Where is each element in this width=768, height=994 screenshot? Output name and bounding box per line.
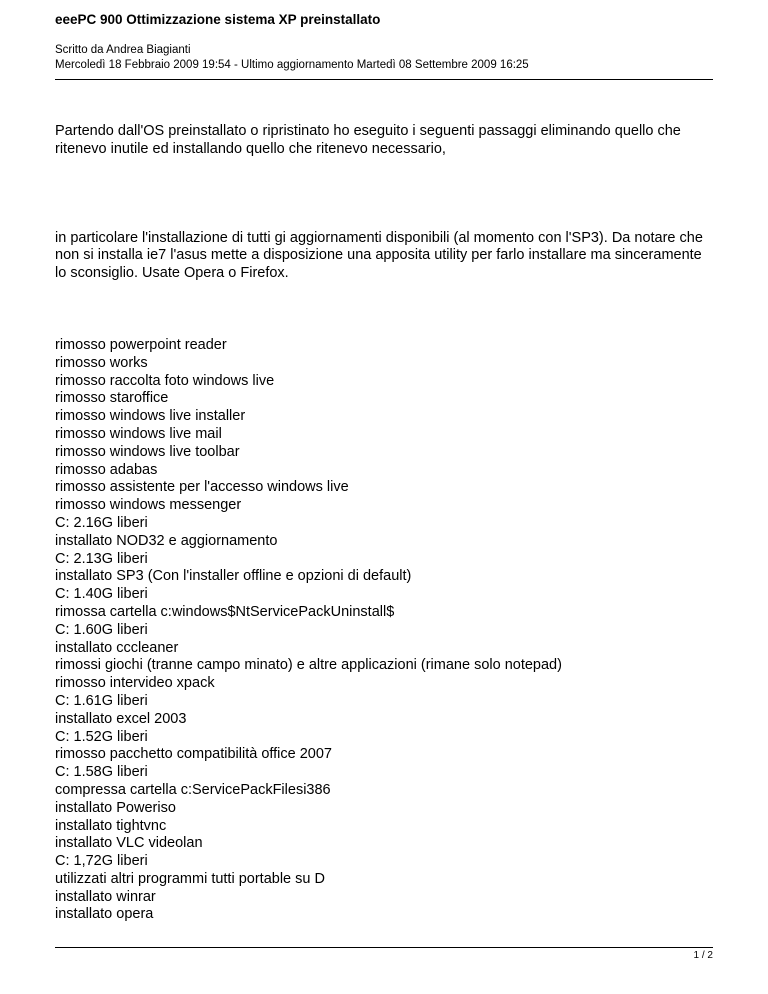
step-item: rimosso windows messenger: [55, 497, 242, 514]
step-item: installato SP3 (Con l'installer offline e opzioni di default): [55, 568, 412, 585]
document-title: eeePC 900 Ottimizzazione sistema XP preinstallato: [55, 12, 381, 27]
step-item: installato tightvnc: [55, 817, 167, 834]
step-item: C: 1.60G liberi: [55, 621, 148, 638]
step-item: rimosso assistente per l'accesso windows live: [55, 479, 349, 496]
step-item: rimosso windows live mail: [55, 425, 222, 442]
page-number: 1 / 2: [693, 950, 713, 961]
header-divider: [55, 79, 713, 80]
step-item: installato cccleaner: [55, 639, 179, 656]
step-item: installato excel 2003: [55, 710, 187, 727]
step-item: rimosso windows live toolbar: [55, 443, 240, 460]
step-item: rimosso intervideo xpack: [55, 675, 215, 692]
step-item: rimossa cartella c:windows$NtServicePackUninstall$: [55, 603, 395, 620]
step-item: C: 1,72G liberi: [55, 853, 148, 870]
step-item: C: 1.52G liberi: [55, 728, 148, 745]
intro-paragraph: Partendo dall'OS preinstallato o ripristinato ho eseguito i seguenti passaggi eliminando quello che ritenevo inutile ed installando quello che ritenevo necessario,: [55, 123, 681, 157]
document-meta: [55, 43, 529, 73]
step-item: installato opera: [55, 906, 154, 923]
step-item: C: 1.40G liberi: [55, 586, 148, 603]
step-item: utilizzati altri programmi tutti portable su D: [55, 870, 325, 887]
step-item: rimosso raccolta foto windows live: [55, 372, 275, 389]
step-item: C: 2.13G liberi: [55, 550, 148, 567]
step-item: installato VLC videolan: [55, 835, 203, 852]
footer-divider: [55, 947, 713, 948]
step-item: rimosso works: [55, 354, 148, 371]
note-paragraph: in particolare l'installazione di tutti gi aggiornamenti disponibili (al momento con l'SP3). Da notare che non si installa ie7 l'asus mette a disposizione una apposita utility per farlo installare ma sinceramente lo sconsiglio. Usate Opera o Firefox.: [55, 229, 703, 282]
step-item: rimossi giochi (tranne campo minato) e altre applicazioni (rimane solo notepad): [55, 657, 562, 674]
author-line: Scritto da Andrea Biagianti: [55, 44, 191, 56]
date-line: Mercoledì 18 Febbraio 2009 19:54 - Ultimo aggiornamento Martedì 08 Settembre 2009 16:25: [55, 59, 529, 71]
article-body: [55, 123, 715, 924]
step-item: compressa cartella c:ServicePackFilesi386: [55, 781, 331, 798]
step-item: installato Poweriso: [55, 799, 176, 816]
steps-list: [55, 337, 715, 924]
step-item: rimosso windows live installer: [55, 408, 246, 425]
step-item: rimosso adabas: [55, 461, 158, 478]
step-item: C: 1.58G liberi: [55, 764, 148, 781]
step-item: installato winrar: [55, 888, 156, 905]
step-item: C: 2.16G liberi: [55, 514, 148, 531]
step-item: C: 1.61G liberi: [55, 692, 148, 709]
step-item: rimosso staroffice: [55, 390, 169, 407]
step-item: installato NOD32 e aggiornamento: [55, 532, 278, 549]
step-item: rimosso powerpoint reader: [55, 336, 227, 353]
step-item: rimosso pacchetto compatibilità office 2007: [55, 746, 332, 763]
